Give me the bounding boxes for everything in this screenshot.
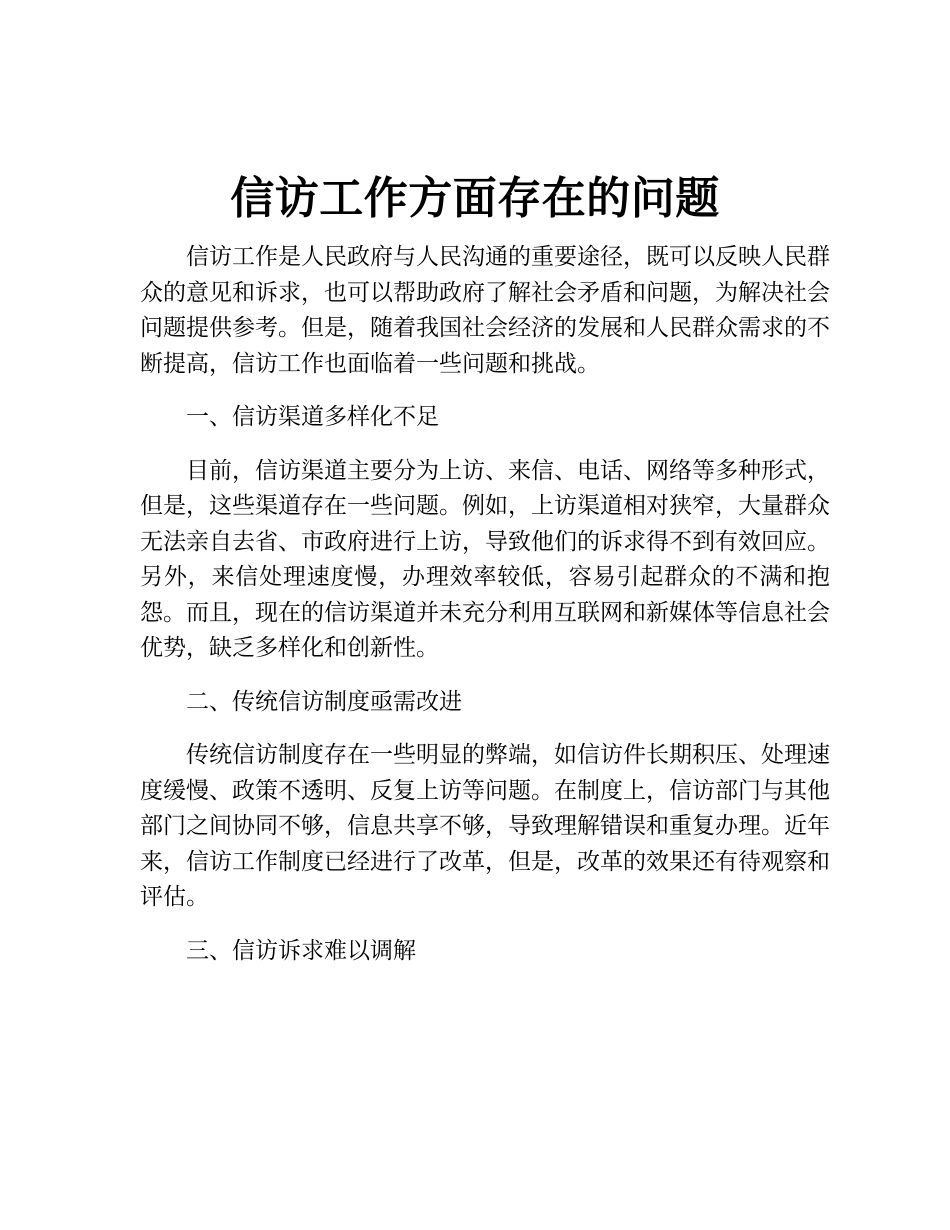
- document-body: [140, 240, 830, 987]
- section-heading-3: 三、信访诉求难以调解: [186, 937, 416, 964]
- document-title: 信访工作方面存在的问题: [230, 173, 720, 225]
- section-1-paragraph: 目前，信访渠道主要分为上访、来信、电话、网络等多种形式，但是，这些渠道存在一些问题。例如，上访渠道相对狭窄，大量群众无法亲自去省、市政府进行上访，导致他们的诉求得不到有效回应。另外，来信处理速度慢，办理效率较低，容易引起群众的不满和抱怨。而且，现在的信访渠道并未充分利用互联网和新媒体等信息社会优势，缺乏多样化和创新性。: [140, 457, 830, 661]
- section-heading-2: 二、传统信访制度亟需改进: [186, 688, 462, 715]
- intro-paragraph: 信访工作是人民政府与人民沟通的重要途径，既可以反映人民群众的意见和诉求，也可以帮助政府了解社会矛盾和问题，为解决社会问题提供参考。但是，随着我国社会经济的发展和人民群众需求的不断提高，信访工作也面临着一些问题和挑战。: [140, 244, 830, 377]
- section-heading-1: 一、信访渠道多样化不足: [186, 404, 439, 430]
- section-2-paragraph: 传统信访制度存在一些明显的弊端，如信访件长期积压、处理速度缓慢、政策不透明、反复上访等问题。在制度上，信访部门与其他部门之间协同不够，信息共享不够，导致理解错误和重复办理。近年来，信访工作制度已经进行了改革，但是，改革的效果还有待观察和评估。: [140, 742, 830, 910]
